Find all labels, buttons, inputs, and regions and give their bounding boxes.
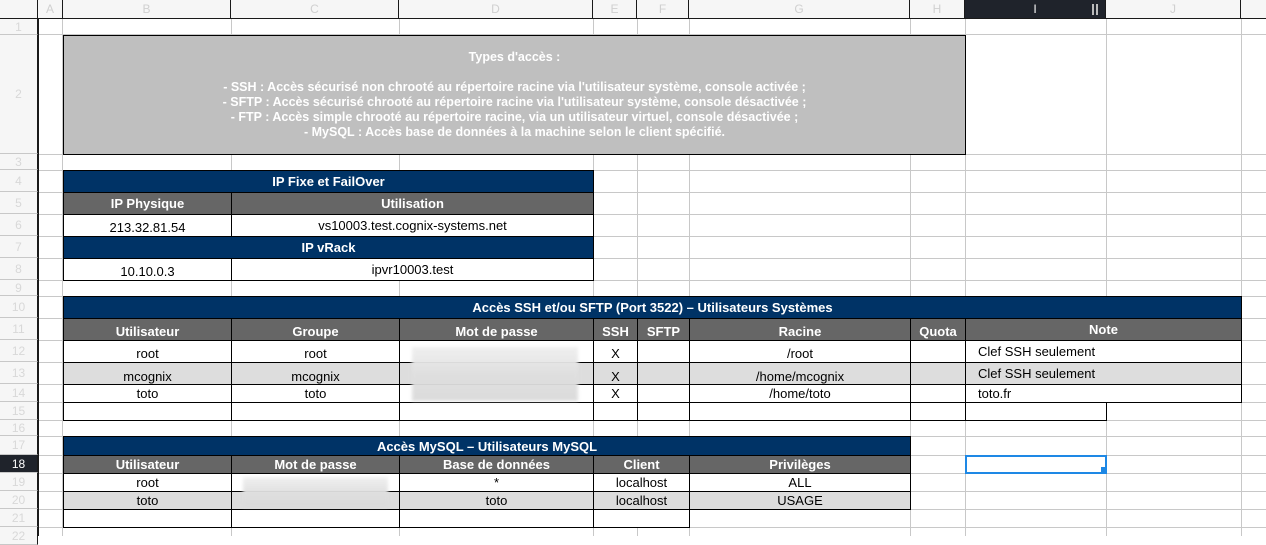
column-resize-handle-icon[interactable] bbox=[1096, 4, 1098, 15]
mysql-row-1-base[interactable]: * bbox=[399, 473, 594, 492]
ssh-row-3-utilisateur[interactable]: toto bbox=[63, 384, 232, 403]
column-header-g[interactable]: G bbox=[689, 0, 910, 19]
row-header-10[interactable]: 10 bbox=[0, 296, 38, 318]
mysql-empty-cell[interactable] bbox=[63, 509, 232, 528]
column-header-k[interactable] bbox=[1241, 0, 1266, 19]
ssh-row-3-note[interactable]: toto.fr bbox=[965, 384, 1242, 403]
mysql-row-2-base[interactable]: toto bbox=[399, 491, 594, 510]
redacted-password-blur bbox=[243, 477, 388, 507]
mysql-row-2-privileges[interactable]: USAGE bbox=[689, 491, 911, 510]
row-header-17[interactable]: 17 bbox=[0, 436, 38, 455]
ssh-row-3-quota[interactable] bbox=[910, 384, 966, 403]
ssh-row-2-sftp[interactable] bbox=[637, 362, 690, 385]
row-header-4[interactable]: 4 bbox=[0, 170, 38, 192]
ssh-empty-cell[interactable] bbox=[63, 402, 232, 421]
mysql-header-client[interactable]: Client bbox=[593, 455, 690, 474]
mysql-table-title[interactable]: Accès MySQL – Utilisateurs MySQL bbox=[63, 436, 911, 456]
ssh-empty-cell[interactable] bbox=[593, 402, 638, 421]
mysql-row-2-client[interactable]: localhost bbox=[593, 491, 690, 510]
row-header-6[interactable]: 6 bbox=[0, 214, 38, 236]
column-header-f[interactable]: F bbox=[637, 0, 689, 19]
ip-header-utilisation[interactable]: Utilisation bbox=[231, 192, 594, 215]
row-header-1[interactable]: 1 bbox=[0, 19, 38, 35]
row-header-19[interactable]: 19 bbox=[0, 473, 38, 491]
ssh-header-ssh[interactable]: SSH bbox=[593, 318, 638, 341]
row-header-9[interactable]: 9 bbox=[0, 280, 38, 296]
ssh-row-2-groupe[interactable]: mcognix bbox=[231, 362, 400, 385]
row-header-21[interactable]: 21 bbox=[0, 509, 38, 527]
ssh-header-sftp[interactable]: SFTP bbox=[637, 318, 690, 341]
column-header-e[interactable]: E bbox=[593, 0, 637, 19]
row-header-15[interactable]: 15 bbox=[0, 402, 38, 420]
info-line-mysql: - MySQL : Accès base de données à la machine selon le client spécifié. bbox=[304, 125, 725, 139]
active-cell-cursor[interactable] bbox=[965, 455, 1107, 474]
row-header-2[interactable]: 2 bbox=[0, 35, 38, 154]
column-header-b[interactable]: B bbox=[63, 0, 231, 19]
mysql-header-privileges[interactable]: Privilèges bbox=[689, 455, 911, 474]
ssh-header-quota[interactable]: Quota bbox=[910, 318, 966, 341]
ssh-row-3-racine[interactable]: /home/toto bbox=[689, 384, 911, 403]
ip-table-title[interactable]: IP Fixe et FailOver bbox=[63, 170, 594, 193]
ssh-row-1-note[interactable]: Clef SSH seulement bbox=[965, 340, 1242, 363]
ssh-empty-cell[interactable] bbox=[231, 402, 400, 421]
info-line-ssh: - SSH : Accès sécurisé non chrooté au répertoire racine via l'utilisateur système, console activée ; bbox=[223, 80, 806, 94]
row-header-13[interactable]: 13 bbox=[0, 362, 38, 384]
row-header-8[interactable]: 8 bbox=[0, 258, 38, 280]
ip-header-physique[interactable]: IP Physique bbox=[63, 192, 232, 215]
ssh-row-2-utilisateur[interactable]: mcognix bbox=[63, 362, 232, 385]
mysql-empty-cell[interactable] bbox=[231, 509, 400, 528]
row-header-12[interactable]: 12 bbox=[0, 340, 38, 362]
ssh-row-2-note[interactable]: Clef SSH seulement bbox=[965, 362, 1242, 385]
row-header-11[interactable]: 11 bbox=[0, 318, 38, 340]
column-resize-handle-icon[interactable] bbox=[1092, 4, 1094, 15]
row-header-16[interactable]: 16 bbox=[0, 420, 38, 436]
ssh-row-1-quota[interactable] bbox=[910, 340, 966, 363]
ssh-row-2-quota[interactable] bbox=[910, 362, 966, 385]
ssh-row-2-racine[interactable]: /home/mcognix bbox=[689, 362, 911, 385]
mysql-row-1-privileges[interactable]: ALL bbox=[689, 473, 911, 492]
mysql-header-utilisateur[interactable]: Utilisateur bbox=[63, 455, 232, 474]
ssh-row-1-groupe[interactable]: root bbox=[231, 340, 400, 363]
access-types-info-box[interactable] bbox=[63, 35, 966, 155]
ssh-row-1-racine[interactable]: /root bbox=[689, 340, 911, 363]
row-header-14[interactable]: 14 bbox=[0, 384, 38, 402]
mysql-row-1-utilisateur[interactable]: root bbox=[63, 473, 232, 492]
row-header-18[interactable]: 18 bbox=[0, 455, 38, 473]
ssh-header-racine[interactable]: Racine bbox=[689, 318, 911, 341]
ip-physique-value[interactable]: 213.32.81.54 bbox=[63, 214, 232, 237]
column-header-c[interactable]: C bbox=[231, 0, 399, 19]
ssh-row-1-utilisateur[interactable]: root bbox=[63, 340, 232, 363]
row-header-7[interactable]: 7 bbox=[0, 236, 38, 258]
ssh-header-mot-de-passe[interactable]: Mot de passe bbox=[399, 318, 594, 341]
redacted-password-blur bbox=[412, 347, 578, 401]
frozen-divider bbox=[38, 19, 39, 536]
select-all-corner[interactable] bbox=[0, 0, 38, 19]
mysql-empty-cell[interactable] bbox=[399, 509, 594, 528]
vrack-ip-value[interactable]: 10.10.0.3 bbox=[63, 258, 232, 281]
ssh-row-3-ssh[interactable]: X bbox=[593, 384, 638, 403]
ssh-header-utilisateur[interactable]: Utilisateur bbox=[63, 318, 232, 341]
ssh-row-3-groupe[interactable]: toto bbox=[231, 384, 400, 403]
mysql-header-base[interactable]: Base de données bbox=[399, 455, 594, 474]
column-header-a[interactable]: A bbox=[38, 0, 63, 19]
ssh-header-note[interactable]: Note bbox=[965, 318, 1242, 341]
ssh-row-1-ssh[interactable]: X bbox=[593, 340, 638, 363]
row-header-22[interactable]: 22 bbox=[0, 527, 38, 545]
row-header-5[interactable]: 5 bbox=[0, 192, 38, 214]
column-header-d[interactable]: D bbox=[399, 0, 593, 19]
column-header-j[interactable]: J bbox=[1106, 0, 1241, 19]
column-header-h[interactable]: H bbox=[910, 0, 965, 19]
mysql-empty-cell[interactable] bbox=[593, 509, 690, 528]
ssh-row-1-sftp[interactable] bbox=[637, 340, 690, 363]
column-header-i[interactable] bbox=[965, 0, 1106, 19]
info-box-title: Types d'accès : bbox=[468, 50, 561, 64]
ip-utilisation-value[interactable]: vs10003.test.cognix-systems.net bbox=[231, 214, 594, 237]
mysql-row-2-utilisateur[interactable]: toto bbox=[63, 491, 232, 510]
ssh-empty-cell[interactable] bbox=[965, 402, 1107, 421]
ip-vrack-title[interactable]: IP vRack bbox=[63, 236, 594, 259]
ssh-empty-cell[interactable] bbox=[399, 402, 594, 421]
info-line-ftp: - FTP : Accès simple chrooté au répertoire racine, via un utilisateur virtuel, console désactivée ; bbox=[230, 110, 799, 124]
mysql-header-mot-de-passe[interactable]: Mot de passe bbox=[231, 455, 400, 474]
ssh-row-3-sftp[interactable] bbox=[637, 384, 690, 403]
row-header-20[interactable]: 20 bbox=[0, 491, 38, 509]
row-header-3[interactable]: 3 bbox=[0, 154, 38, 170]
ssh-empty-cell[interactable] bbox=[637, 402, 690, 421]
column-header-i-label: I bbox=[1033, 2, 1037, 16]
vrack-host-value[interactable]: ipvr10003.test bbox=[231, 258, 594, 281]
mysql-row-1-client[interactable]: localhost bbox=[593, 473, 690, 492]
ssh-header-groupe[interactable]: Groupe bbox=[231, 318, 400, 341]
autofill-handle-icon[interactable] bbox=[1101, 467, 1107, 473]
info-line-sftp: - SFTP : Accès sécurisé chrooté au répertoire racine via l'utilisateur système, console désactivée ; bbox=[222, 95, 807, 109]
ssh-table-title[interactable]: Accès SSH et/ou SFTP (Port 3522) – Utilisateurs Systèmes bbox=[63, 296, 1242, 319]
ssh-empty-cell[interactable] bbox=[689, 402, 911, 421]
ssh-empty-cell[interactable] bbox=[910, 402, 966, 421]
ssh-row-2-ssh[interactable]: X bbox=[593, 362, 638, 385]
